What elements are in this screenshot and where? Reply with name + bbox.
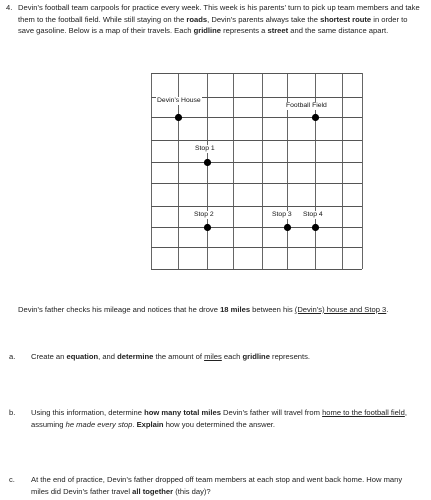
problem-number: 4. [6,3,13,12]
label-stop-1: Stop 1 [195,145,215,152]
qb-text-3: , assuming [31,408,407,429]
qa-miles: miles [204,352,222,361]
qb-total-miles: how many total miles [144,408,221,417]
intro-text-5: and the same distance apart. [288,26,389,35]
problem-intro [6,2,424,37]
qa-equation: equation [66,352,99,361]
mileage-text-2: between his [250,305,295,314]
intro-street: street [267,26,289,35]
qc-text-2: (this day)? [173,486,211,496]
intro-roads: roads [186,14,208,24]
qb-text-2: Devin’s father will travel from [220,408,323,417]
label-stop-2: Stop 2 [194,211,214,218]
question-c [9,474,421,497]
qa-text-5: represents. [269,352,311,361]
intro-text-2: , Devin’s parents always take the [207,14,321,24]
question-a-letter: a. [9,352,16,361]
street-map [151,73,363,270]
label-stop-4: Stop 4 [303,211,323,218]
stop-1-dot [204,159,211,166]
qc-text-1: At the end of practice, Devin’s father dropped off team members at each stop and went back home. How many miles did Devin’s father travel [31,475,403,496]
qb-explain: Explain [136,419,164,429]
mileage-text-3: . [386,305,389,314]
qa-text-1: Create an [31,352,67,361]
intro-text-1: Devin’s football team carpools for practice every week. This week is his parents’ turn to pick up team members and take them to the football field. While still staying on the [18,3,420,24]
qa-text-3: the amount of [153,352,205,361]
qb-text-4: . [132,419,137,429]
devins-house-dot [175,114,182,121]
qb-home-to-field: home to the football field [322,408,405,417]
qb-every-stop: he made every stop [65,419,133,429]
qc-all-together: all together [132,486,174,496]
label-stop-3: Stop 3 [272,211,292,218]
qa-text-2: , and [98,352,118,361]
question-b [9,407,421,430]
intro-shortest-route: shortest route [320,14,372,24]
intro-text-3: in order to save gasoline. Below is a map of their travels. Each [18,14,408,35]
qb-text-1: Using this information, determine [31,408,145,417]
question-a [9,351,421,363]
mileage-statement [18,304,418,316]
mileage-miles: 18 miles [220,305,251,314]
stop-3-dot [284,224,291,231]
qa-determine: determine [117,352,154,361]
question-b-letter: b. [9,408,16,417]
label-devins-house: Devin’s House [157,97,201,104]
mileage-text-1: Devin’s father checks his mileage and notices that he drove [18,305,221,314]
football-field-dot [312,114,319,121]
qa-gridline: gridline [242,352,270,361]
qb-text-5: how you determined the answer. [163,419,276,429]
qa-text-4: each [221,352,243,361]
intro-gridline: gridline [193,26,222,35]
label-football-field: Football Field [286,102,327,109]
stop-2-dot [204,224,211,231]
mileage-house-stop3: (Devin’s) house and Stop 3 [294,305,387,314]
intro-text-4: represents a [221,26,268,35]
question-c-letter: c. [9,475,15,484]
stop-4-dot [312,224,319,231]
